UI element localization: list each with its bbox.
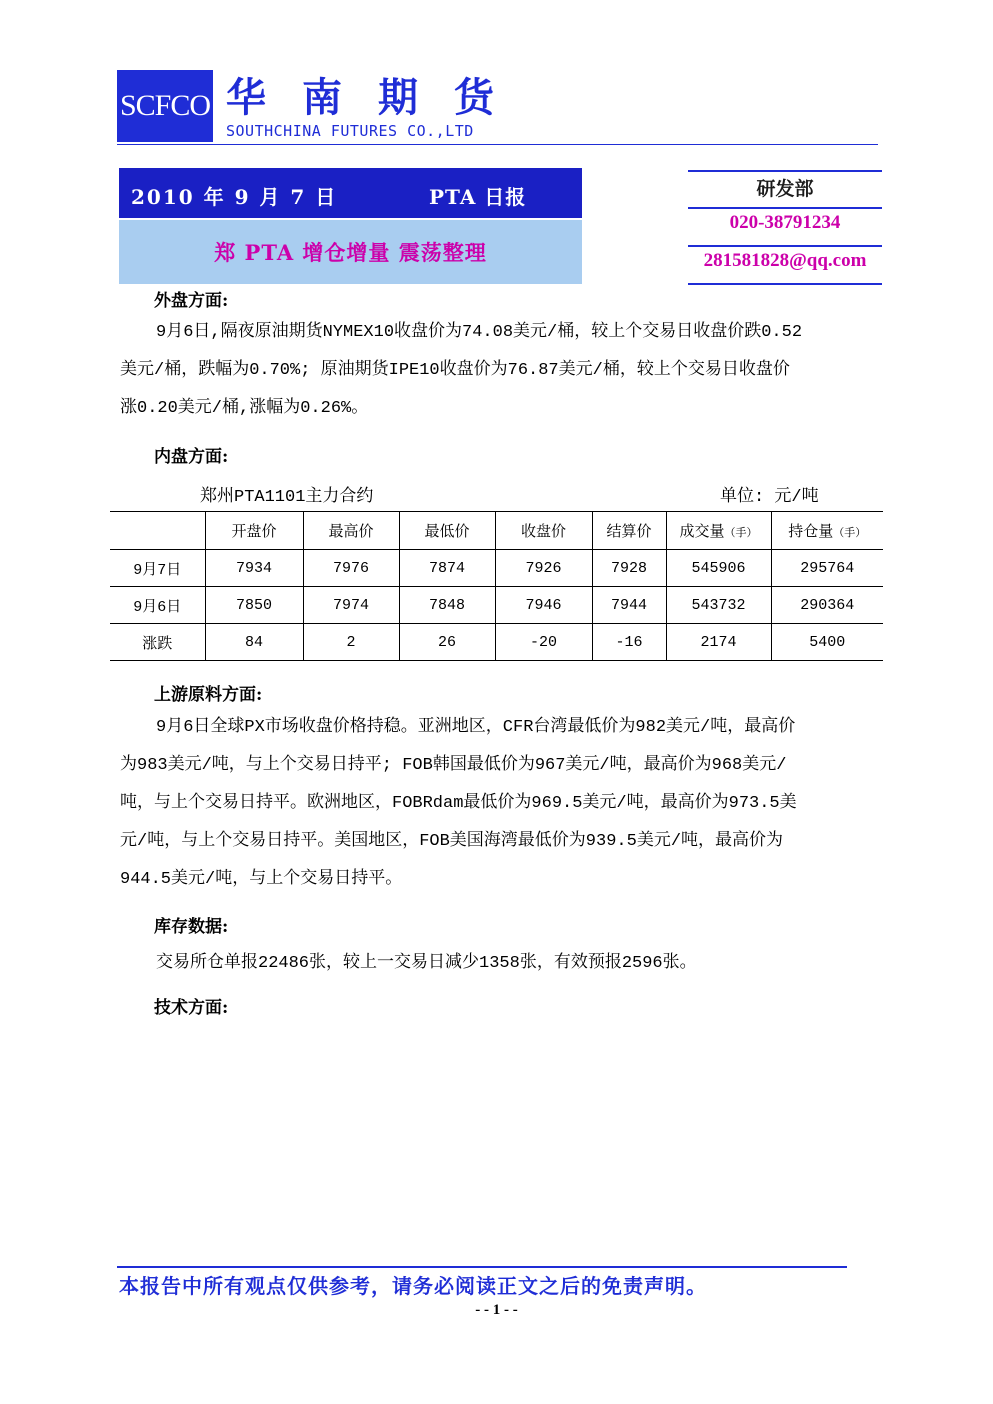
- text-line: 9月6日,隔夜原油期货NYMEX10收盘价为74.08美元/桶，较上个交易日收盘价跌0.52: [156, 323, 803, 342]
- text-line: 为983美元/吨，与上个交易日持平; FOB韩国最低价为967美元/吨，最高价为968美元/: [120, 756, 787, 775]
- table-unit: 单位: 元/吨: [720, 488, 819, 507]
- header-divider: [117, 144, 878, 145]
- page-number: - - 1 - -: [475, 1302, 518, 1318]
- table-cell: 84: [205, 624, 303, 661]
- phone-number: 020-38791234: [729, 212, 841, 233]
- header-cell: 最低价: [399, 512, 495, 550]
- logo-text: SCFCO: [119, 89, 211, 122]
- table-cell: 545906: [666, 550, 771, 587]
- upstream-paragraph: [120, 709, 880, 899]
- table-cell: -20: [495, 624, 592, 661]
- header-cell: 最高价: [303, 512, 399, 550]
- table-cell: 7926: [495, 550, 592, 587]
- table-title: 郑州PTA1101主力合约: [200, 488, 374, 507]
- email-address[interactable]: 281581828@qq.com: [703, 250, 867, 271]
- table-cell: 7976: [303, 550, 399, 587]
- section-heading-upstream: 上游原料方面:: [154, 685, 263, 705]
- text-line: 吨，与上个交易日持平。欧洲地区，FOBRdam最低价为969.5美元/吨，最高价为973.5美: [120, 794, 797, 813]
- contact-divider: [688, 170, 882, 172]
- table-cell: 7946: [495, 587, 592, 624]
- row-label: 9月7日: [110, 550, 205, 587]
- text-line: 交易所仓单报22486张，较上一交易日减少1358张，有效预报2596张。: [156, 954, 697, 973]
- report-date: 2010 年 9 月 7 日: [131, 185, 338, 209]
- header-label: 成交量: [679, 524, 725, 541]
- header-cell: [110, 512, 205, 550]
- header-cell: 开盘价: [205, 512, 303, 550]
- table-row: [110, 624, 883, 661]
- section-heading-inventory: 库存数据:: [154, 917, 229, 937]
- section-heading-domestic: 内盘方面:: [154, 447, 229, 467]
- row-label: 涨跌: [110, 624, 205, 661]
- brand-name-en: SOUTHCHINA FUTURES CO.,LTD: [226, 122, 474, 140]
- section-heading-technical: 技术方面:: [154, 998, 229, 1018]
- footer-divider: [117, 1266, 847, 1268]
- inventory-paragraph: [120, 945, 880, 983]
- table-cell: 7974: [303, 587, 399, 624]
- row-label: 9月6日: [110, 587, 205, 624]
- table-cell: 7928: [592, 550, 666, 587]
- header-label: 持仓量: [788, 524, 834, 541]
- department: 研发部: [756, 179, 814, 200]
- table-cell: 2174: [666, 624, 771, 661]
- price-table: [110, 511, 883, 661]
- text-line: 944.5美元/吨，与上个交易日持平。: [120, 870, 403, 889]
- header-cell: 收盘价: [495, 512, 592, 550]
- disclaimer: 本报告中所有观点仅供参考，请务必阅读正文之后的免责声明。: [119, 1274, 707, 1298]
- title-bar: [119, 168, 582, 218]
- table-cell: 7874: [399, 550, 495, 587]
- table-row: [110, 587, 883, 624]
- table-cell: 7848: [399, 587, 495, 624]
- header-unit: （手）: [724, 528, 758, 540]
- table-cell: 543732: [666, 587, 771, 624]
- brand-name-cn: 华南期货: [226, 74, 530, 121]
- text-line: 元/吨，与上个交易日持平。美国地区，FOB美国海湾最低价为939.5美元/吨，最高价为: [120, 832, 784, 851]
- contact-divider: [688, 245, 882, 247]
- table-cell: 5400: [771, 624, 883, 661]
- text-line: 9月6日全球PX市场收盘价格持稳。亚洲地区，CFR台湾最低价为982美元/吨，最高价: [156, 718, 796, 737]
- table-cell: -16: [592, 624, 666, 661]
- table-cell: 2: [303, 624, 399, 661]
- table-row: [110, 550, 883, 587]
- header-cell: [771, 512, 883, 550]
- table-cell: 7944: [592, 587, 666, 624]
- text-line: 美元/桶，跌幅为0.70%; 原油期货IPE10收盘价为76.87美元/桶，较上个交易日收盘价: [120, 361, 790, 380]
- table-cell: 290364: [771, 587, 883, 624]
- contact-divider: [688, 283, 882, 285]
- report-type: PTA 日报: [429, 185, 527, 209]
- table-cell: 7850: [205, 587, 303, 624]
- overseas-paragraph: [120, 314, 880, 428]
- headline: 郑 PTA 增仓增量 震荡整理: [119, 220, 582, 284]
- table-cell: 26: [399, 624, 495, 661]
- table-cell: 7934: [205, 550, 303, 587]
- header-unit: （手）: [833, 528, 867, 540]
- header-cell: 结算价: [592, 512, 666, 550]
- company-logo: [117, 70, 213, 142]
- header-cell: [666, 512, 771, 550]
- contact-divider: [688, 207, 882, 209]
- table-header-row: [110, 512, 883, 550]
- section-heading-overseas: 外盘方面:: [154, 291, 229, 311]
- text-line: 涨0.20美元/桶,涨幅为0.26%。: [120, 399, 369, 418]
- table-cell: 295764: [771, 550, 883, 587]
